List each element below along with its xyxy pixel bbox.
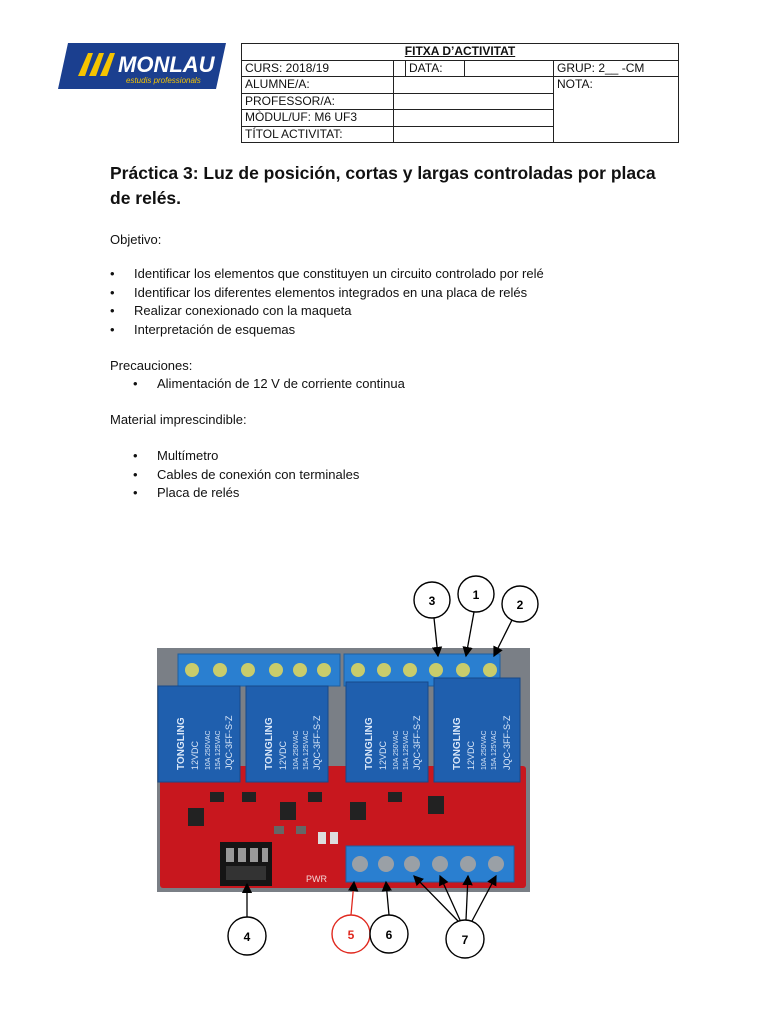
pwr-label: PWR (306, 874, 327, 884)
relay-rating-1-text: 10A 250VAC (205, 730, 212, 770)
svg-text:2: 2 (516, 598, 524, 612)
nota-cell: NOTA: (554, 77, 679, 143)
monlau-logo (58, 43, 226, 89)
callout-3 (414, 582, 450, 618)
blank-cell (394, 60, 406, 77)
titol-cell: TÍTOL ACTIVITAT: (242, 126, 394, 143)
relay-model-text: JQC-3FF-S-Z (224, 715, 234, 770)
header-title: FITXA D’ACTIVITAT (242, 44, 679, 61)
callout-2 (502, 586, 538, 622)
list-item: • Interpretación de esquemas (110, 321, 544, 340)
list-item: • Identificar los diferentes elementos integrados en una placa de relés (110, 284, 544, 303)
jumper-header (220, 842, 272, 886)
objetivos-list (110, 265, 544, 339)
bottom-terminal-block (346, 846, 514, 882)
alumne-cell: ALUMNE/A: (242, 77, 394, 94)
svg-text:6: 6 (385, 928, 393, 942)
callout-6 (370, 915, 408, 953)
list-item: • Multímetro (133, 447, 359, 466)
relay-brand-text: TONGLING (364, 717, 375, 770)
relay-brand-text: TONGLING (452, 717, 463, 770)
practice-title: Práctica 3: Luz de posición, cortas y largas controladas por placa de relés. (110, 163, 656, 208)
relay-rating-1-text: 10A 250VAC (293, 730, 300, 770)
callout-7 (446, 920, 484, 958)
relay-2 (246, 686, 328, 782)
list-item: • Placa de relés (133, 484, 359, 503)
precauciones-label: Precauciones: (110, 358, 193, 373)
relay-voltage-text: 12VDC (190, 740, 200, 770)
svg-text:3: 3 (428, 594, 436, 608)
relay-voltage-text: 12VDC (378, 740, 388, 770)
svg-text:5: 5 (347, 928, 355, 942)
data-value-cell[interactable] (465, 60, 554, 77)
data-label-cell: DATA: (406, 60, 465, 77)
alumne-value-cell[interactable] (394, 77, 554, 94)
relay-rating-2-text: 15A 125VAC (303, 730, 310, 770)
relay-rating-2-text: 15A 125VAC (403, 730, 410, 770)
grup-cell: GRUP: 2__ -CM (554, 60, 679, 77)
svg-text:1: 1 (472, 588, 480, 602)
list-item: • Cables de conexión con terminales (133, 466, 359, 485)
callout-5 (332, 915, 370, 953)
precauciones-list (133, 375, 405, 394)
relay-3 (346, 682, 428, 782)
svg-text:7: 7 (461, 933, 469, 947)
relay-model-text: JQC-3FF-S-Z (502, 715, 512, 770)
svg-text:4: 4 (243, 930, 251, 944)
relay-rating-1-text: 10A 250VAC (393, 730, 400, 770)
callout-1 (458, 576, 494, 612)
professor-cell: PROFESSOR/A: (242, 93, 394, 110)
relay-rating-1-text: 10A 250VAC (481, 730, 488, 770)
modul-cell: MÒDUL/UF: M6 UF3 (242, 110, 394, 127)
modul-value-cell[interactable] (394, 110, 554, 127)
list-item: • Alimentación de 12 V de corriente continua (133, 375, 405, 394)
list-item: • Realizar conexionado con la maqueta (110, 302, 544, 321)
relay-brand-text: TONGLING (264, 717, 275, 770)
relay-board-figure (150, 570, 550, 980)
relay-model-text: JQC-3FF-S-Z (412, 715, 422, 770)
relay-4 (434, 678, 520, 782)
relay-voltage-text: 12VDC (466, 740, 476, 770)
logo-brand: MONLAU (118, 52, 215, 77)
relay-brand-text: TONGLING (176, 717, 187, 770)
relay-1 (158, 686, 240, 782)
relay-rating-2-text: 15A 125VAC (491, 730, 498, 770)
relay-rating-2-text: 15A 125VAC (215, 730, 222, 770)
activity-header-table (241, 43, 679, 143)
relay-model-text: JQC-3FF-S-Z (312, 715, 322, 770)
titol-value-cell[interactable] (394, 126, 554, 143)
logo-tagline: estudis professionals (126, 76, 201, 85)
relay-voltage-text: 12VDC (278, 740, 288, 770)
material-label: Material imprescindible: (110, 412, 247, 427)
material-list (133, 447, 359, 503)
callout-4 (228, 917, 266, 955)
objetivo-label: Objetivo: (110, 232, 162, 247)
curs-cell: CURS: 2018/19 (242, 60, 394, 77)
professor-value-cell[interactable] (394, 93, 554, 110)
top-terminal-block-left (178, 654, 340, 686)
list-item: • Identificar los elementos que constituyen un circuito controlado por relé (110, 265, 544, 284)
